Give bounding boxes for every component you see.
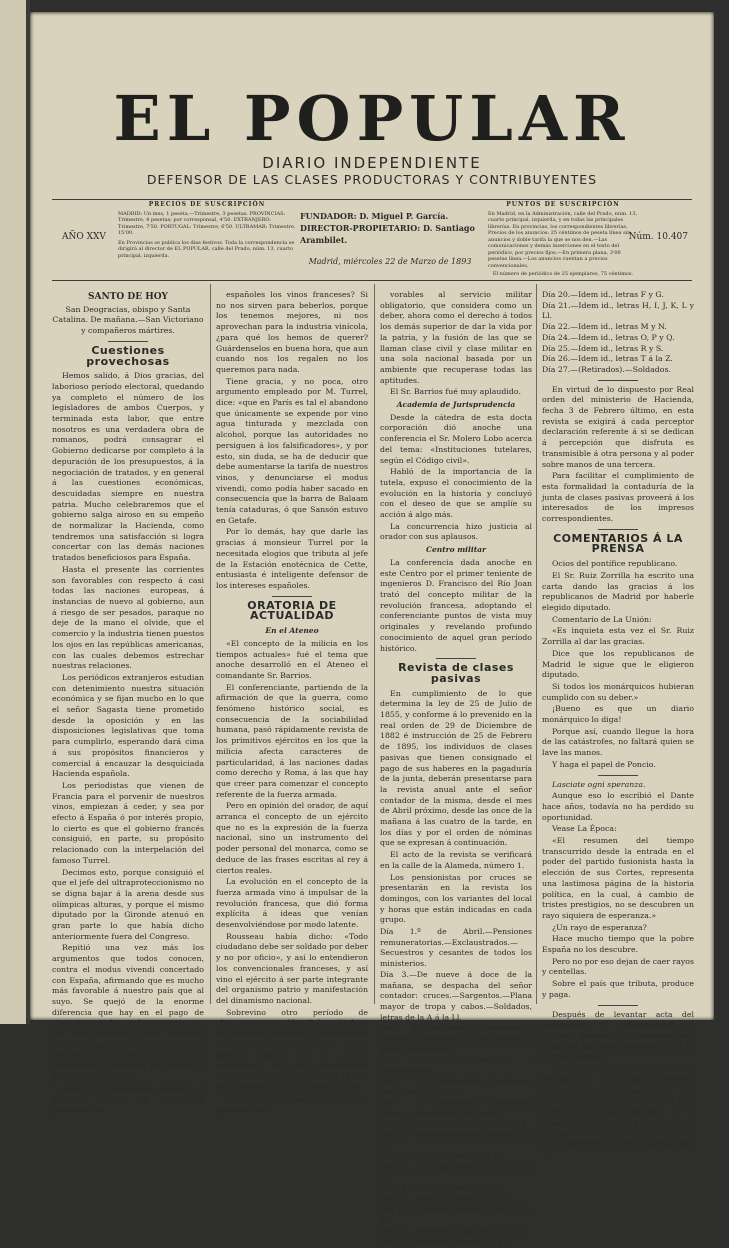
column-3 [380,290,532,1247]
issue-date: Madrid, miércoles 22 de Marzo de 1893 [308,257,472,266]
paragraph: El acto de la revista se verificará en la calle de la Alameda, número 1. [380,850,532,870]
paragraph: Los pensionistas por cruces se presentarán en la revista los domingos, con los variantes del local y horas que están indicadas en cada grupo. [380,872,532,925]
list-item: Día 4.—(Retirados).—Coroneles.—Tenientes coroneles.—Plana mayor de jefes y brigadieres. [380,1023,532,1054]
paragraph: Sobre el país que tributa, produce y paga. [542,979,694,999]
list-item: Día 26.—Idem id., letras T á la Z. [542,354,673,364]
separator [436,658,476,659]
list-item: Día 25.—Idem id., letras R y S. [542,343,664,353]
rule-top [52,199,692,200]
paragraph: En virtud de lo dispuesto por Real orden del ministerio de Hacienda, fecha 3 de Febrero último, en esta revista se exigirá á cada perceptor declaración referente á si se dedican á percepción que disfruta es transmisible á otra persona y al poder sobre manos de una tercera. [542,384,694,469]
paragraph: El conferenciante, partiendo de la afirmación de que la guerra, como fenómeno histórico social, es consecuencia de la sociabilidad humana, pasó rápidamente revista de los primitivos ejércitos en los que la milicia afecta caracteres de particularidad, á las naciones dadas como derecho y Roma, á las que hay que creer para comenzar el concepto referente de la fuerza armada. [216,682,368,799]
separator [598,380,638,381]
paragraph: En cumplimiento de lo que determina la ley de 25 de Julio de 1855, y conforme á lo prevenido en la real orden de 29 de Diciembre de 1882 é instrucción de 25 de Febrero de 1895, los individuos de clases pasivas que tienen consignado el pago de sus haberes en la pagaduría de la junta, deberán presentarse para la revista anual ante el señor contador de la misma, desde el mes de Abril próximo, desde las once de la mañana á las cuatro de la tarde, en los días y por el orden de nóminas que se expresan á continuación. [380,688,532,848]
newspaper-page [30,12,714,1247]
prices-text: MADRID: Un mes, 1 peseta.—Trimestre, 3 pesetas. PROVINCIAS: Trimestre, 4 pesetas; por corresponsal, 4'50. EXTRANJERO: Trimestre, 7'50. PORTUGAL: Trimestre, 6'50. ULTRAMAR: Trimestre, 15'00. [118,210,296,236]
paragraph: Hasta el presente las corrientes son favorables con respecto á casi todas las naciones europeas, á instancias de nuevo al gobierno, aun á riesgo de ser pesados, paraque no deje de la mano el olvide, que el comercio y la industria tienen puestos los ojos en las repúblicas americanas, con las cuales debemos estrechar nuestras relaciones. [52,564,204,671]
list-item: Día 7.—(Retirados).—Sargentos, cabos y plana mayor de tropa. [380,1098,532,1119]
article-heading: COMENTARIOS Á LA PRENSA [553,531,683,556]
article-heading: ORATORIA DE ACTUALIDAD [247,598,337,623]
separator [108,341,148,342]
column-rule-2 [374,284,375,1004]
separator [598,1005,638,1006]
column-1 [52,290,204,1115]
issue-number: Núm. 10.407 [628,232,688,242]
paragraph: vorables al servicio militar obligatorio, que considera como un deber, ahora como el derecho á todos los demás superior de dar la vida por la patria, y la fusión de las que se llaman clase civil y clase militar en una sola nacional basada por un ambiente que recuperase todas las aptitudes. [380,290,532,385]
list-item: Día 10.—Montepío militar, letras C, D y F. [380,1130,532,1151]
adjacent-page-strip [0,0,30,1024]
paragraph: Vease La Época: [552,824,617,834]
saint-title: SANTO DE HOY [88,292,168,302]
paragraph: Tiene gracia, y no poca, otro argumento empleado por M. Turrel, dice: «que en París es tal el abandono que únicamente se expende por vino agua tinturada y mezclada con alcohol, porque las autoridades no persiguen á los falsificadores», y por esto, sin duda, se ha de deducir que debe aumentarse la tarifa de nuestros vinos, y denunciarse el modus vivendi, como podía haber sacado en consecuencia que la barra de Balaam tenía cataduras, ó que Sansón estuvo en Getafe. [216,376,368,525]
column-2 [216,290,368,1115]
section-subheading: Centro militar [426,545,486,555]
paragraph: Sobrevino otro período de obscurecimiento. Napoleón utilizó en su provecho personal las fuerzas que ensalzó como base de un fuerte poderío militar, y la acción unificadora de las revoluciones francesas no dio prueba hasta 1848 y en el período que va de 1866 á 1870. [216,1007,368,1092]
saint-text: San Deogracias, obispo y Santa Catalina. De mañana.—San Victoriano y compañeros mártires. [52,304,204,336]
list-item: Día 24.—Idem id., letras O, P y Q. [542,332,675,342]
paragraph: La concurrencia hizo justicia al orador con sus aplausos. [380,521,532,542]
paragraph: Rousseau había dicho: «Todo ciudadano debe ser soldado por deber y no por oficio», y así lo entendieron los convencionales franceses, y así vino el ejército á ser parte integrante del organismo patrio y manifestación del dinamismo nacional. [216,931,368,1005]
separator [598,775,638,776]
newspaper-motto: DEFENSOR DE LAS CLASES PRODUCTORAS Y CONTRIBUYENTES [146,172,598,187]
separator [272,596,312,597]
paragraph: El orador fundamentó en él sus opiniones fa- [216,1094,368,1115]
list-item: Día 19.—Idem id., letras C, D y E. [380,1237,514,1247]
paragraph: ¡Bueno es que un diario monárquico lo diga! [542,704,694,725]
column-4 [542,290,694,1159]
schedule-list [380,927,532,1248]
paragraph: Los periódicos extranjeros estudian con detenimiento nuestra situación económica y se fijan mucho en lo que el señor Sagasta tiene prometido desde la oposición y en las disposiciones legislativas que toma para cumplirlo, esperando dará cima á sus propósitos financieros y comercial á encauzar la desquiciada Hacienda española. [52,672,204,779]
list-item: Día 14.—Idem id., letras M y N. [380,1183,505,1193]
points-note: El número de periódico de 25 ejemplares, 75 céntimos. [492,271,634,277]
points-title: PUNTOS DE SUSCRIPCIÓN [506,201,620,208]
column-rule-3 [536,284,537,1004]
separator [598,529,638,530]
list-item: Día 13.—Idem id., letras H, I, J, K, L y Ll. [380,1162,532,1183]
paragraph: Aunque eso lo escribió el Dante hace años, todavía no ha perdido su oportunidad. [542,791,694,822]
paragraph: Comentario de La Unión: [552,614,652,624]
paragraph: Los periodistas que vienen de Francia para el porvenir de nuestros vinos, empiezan á ceder, y sea por efecto á España ó por interés propio, lo cierto es que el gobierno francés consiguió, en parte, su propósito relacionado con la interpelación del famoso Turrel. [52,780,204,865]
paragraph: El Sr. Ruiz Zorrilla ha escrito una carta dando las gracias á los republicanos de Madrid por haberle elegido diputado. [542,570,694,612]
paragraph: Si todos los monárquicos hubieran cumplido con su deber.» [542,681,694,702]
list-item: Día 21.—Idem id., letras H, I, J, K, L y Ll. [542,300,694,321]
section-subheading: Academia de Jurisprudencia [396,400,516,410]
subscription-prices [118,202,296,259]
list-item: Día 3.—De nueve á doce de la mañana, se despacha del señor contador: cruces.—Sargentos.—Plana mayor de tropa y cabos.—Soldados, letras de la A á la Ll. [380,969,532,1022]
list-item: Día 18.—Montepío civil, letras A y B. [380,1226,526,1236]
prices-note: En Provincias se publica los días festivos. Toda la correspondencia se dirigirá al director de EL POPULAR, calle del Prado, núm. 13, cuarto principal, izquierda. [118,239,295,259]
article-subheading: En el Ateneo [265,626,319,636]
schedule-list-continued [542,290,694,376]
paragraph: Por lo demás, hay que darle las gracias á monsieur Turrel por la necesitada elogios que tributa al jefe de la Estación enotécnica de Cette, entusiasta é inteligente defensor de los intereses españoles. [216,527,368,590]
paragraph: Después de levantar acta del desasosiego, la intranquilidad, el disgusto profundo y el malestar que existe en las clases militares, dice El Correo Militar: [542,1009,694,1062]
subscription-points [488,202,638,278]
paragraph: Habló de la importancia de la tutela, expuso el conocimiento de la evolución en la historia y concluyó con el deseo de que se amplíe su acción á algo más. [380,467,532,520]
director: DIRECTOR-PROPIETARIO: D. Santiago Arambilet. [300,223,475,245]
paragraph: Para facilitar el cumplimiento de esta formalidad la contaduría de la junta de clases pasivas proveerá á los interesados de los impresos correspondientes. [542,471,694,524]
info-bar [52,202,692,280]
newspaper-title: EL POPULAR [113,82,631,155]
masthead [30,82,714,188]
year-number: AÑO XXV [62,232,106,242]
paragraph: Repitió una vez más los argumentos que todos conocen, contra el modus vivendi concertado con España, afirmando que es mucho más favorable á nuestro país que al suyo. Se quejó de la enorme diferencia que hay en el pago de vinos importados recíprocamente por las dos naciones, pues mientras nosotros pagamos de 5 á 15 francos por hectolitro al entrar en Francia, ellos pagan al entrarlos en España 50 por la misma medida. [52,943,204,1081]
paragraph: Hace mucho tiempo que la pobre España no los descubre. [542,934,694,955]
founder-info [300,210,480,268]
paragraph: Desde la cátedra de esta docta corporación dió anoche una conferencia el Sr. Molero Lobo acerca del tema: «Instituciones tutelares, según el Código civil». [380,412,532,465]
paragraph: españoles los vinos franceses? Si no nos sirven para beberlos, porque los tenemos mejores, ni nos aprovechan para la industria vinícola, ¿para qué los hemos de querer? Guárdenselos en buena hora, que aun cuando nos los regalen no los queremos para nada. [216,290,368,374]
paragraph: «El concepto de la milicia en los tiempos actuales» fué el tema que anoche desarrolló en el Ateneo el comandante Sr. Barrios. [216,638,368,680]
paragraph: Ocios del pontífice republicano. [552,559,678,569]
paragraph: Ahora preguntaríamos nosotros á monsieur Turrel: ¿y para qué queremos los [52,1083,204,1115]
paragraph: Hemos salido, á Dios gracias, del laborioso período electoral, quedando ya completo el número de los legisladores de ambos Cuerpos, y terminada esta labor, que entre nosotros es una verdadera obra de romanos, podrá consagrar el Gobierno dedicarse por completo á la depuración de los presupuestos, á la negociación de tratados, y en general á las cuestiones económicas, descuidadas siempre en nuestra patria. Mucho celebraremos que el gobierno salga airoso en su empeño de normalizar la Hacienda, como tendremos una satisfacción si logra concertar con las demás naciones tratados beneficiosos para España. [52,371,204,563]
newspaper-subtitle: DIARIO INDEPENDIENTE [262,154,482,172]
list-item: Día 1.º de Abril.—Pensiones remuneratorias.—Exclaustrados.—Secuestros y cesantes de todos los ministerios. [380,927,532,969]
paragraph: La evolución en el concepto de la fuerza armada vino á impulsar de la revolución francesa, que dió forma explícita á ideas que venían desenvolviéndose por modo latente. [216,877,368,930]
paragraph: Y haga el papel de Poncio. [552,759,656,769]
paragraph: La conferencia dada anoche en este Centro por el primer teniente de ingenieros D. Francisco del Río Joan trató del concepto militar de la revolución francesa, adoptando el conferenciante puntos de vista muy originales y revelando profundo conocimiento de aquel gran período histórico. [380,557,532,653]
paragraph: Dice que los republicanos de Madrid le sigue que le eligieron diputado. [542,648,694,680]
list-item: Día 17.—Idem id., letras de la T á la Z. [380,1205,532,1226]
founder: FUNDADOR: D. Miguel P. García. [300,211,449,221]
paragraph: ¿Un rayo de esperanza? [552,922,647,932]
list-item: Día 20.—Idem id., letras F y G. [542,290,664,299]
paragraph: Decimos esto, porque consiguió el que el jefe del ultraproteccionismo no se digna bajar á la arena desde sus olímpicas alturas, y porque el mismo diputado por la Gironde atenuó en gran parte lo que había dicho anteriormente fuera del Congreso. [52,867,204,941]
article-heading: Revista de clases pasivas [398,661,514,685]
paragraph: Pero no por eso dejan de caer rayos y centellas. [542,956,694,977]
list-item: Día 8.—Montepío militar, letras A y B. [380,1119,530,1129]
column-rule-1 [210,284,211,1004]
list-item: Día 11.—Idem id., letras F y G. [380,1151,502,1161]
list-item: Día 15.—Idem id., letras O, P y Q. [380,1194,513,1204]
list-item: Día 27.—(Retirados).—Soldados. [542,364,671,374]
prices-title: PRECIOS DE SUSCRIPCIÓN [148,201,266,208]
paragraph: El Sr. Barrios fué muy aplaudido. [390,387,521,397]
list-item: Día 6.—(Retirados).—Capitanes, tenientes y alféreces. [380,1076,532,1097]
paragraph: «Otros políticos y otras luchas se dibujan en el lejano horizonte. Corrientes encontradas y que van engrosando agitan el fondo del mar político y social español, y la superficie, antes rasa y tranquila, se arruga en informe y rebiente; la crisis que sobreviene á bordo amenazando ... [542,1064,694,1159]
points-text: En Madrid, en la Administración, calle del Prado, núm. 13, cuarto principal, izquierda, y en todas las principales librerías. En provincias, los correspondientes librerías. Precios de los anuncios: 25 céntimos de peseta línea sin anuncios y doble tarifa la que se nos den.—Las comunicaciones y demás inserciones en el texto del periódico, por precios fijos.—En primera plana, 3'00 pesetas línea.—Los anuncios cuentan a precios convencionales. [488,210,638,269]
rule-bottom [52,280,692,281]
list-item: Día 5.—(Retirados).—Marina y comandantes. [380,1055,532,1076]
list-item: Día 22.—Idem id., letras M y N. [542,322,667,332]
paragraph: Lasciate ogni speranza. [552,779,646,789]
paragraph: «El resumen del tiempo transcurrido desde la entrada en el poder del partido fusionista hasta la elección de sus Cortes, representa una lastimosa página de la historia política, en la cual, á cambio de tristes prestigios, no se descubren un rayo siquiera de esperanza.» [542,836,694,920]
paragraph: «Es inquieta esta vez el Sr. Ruiz Zorrilla al dar las gracias. [542,626,694,647]
article-heading: Cuestiones provechosas [86,343,170,368]
paragraph: Pero en opinión del orador, de aquí arranca el concepto de un ejército que no es la expresión de la fuerza nacional, sino un instrumento del poder personal del monarca, como se deduce de las frases escritas al rey á ciertos reales. [216,801,368,875]
paragraph: Porque así, cuando llegue la hora de las catástrofes, no faltará quien se lave las manos. [542,726,694,758]
